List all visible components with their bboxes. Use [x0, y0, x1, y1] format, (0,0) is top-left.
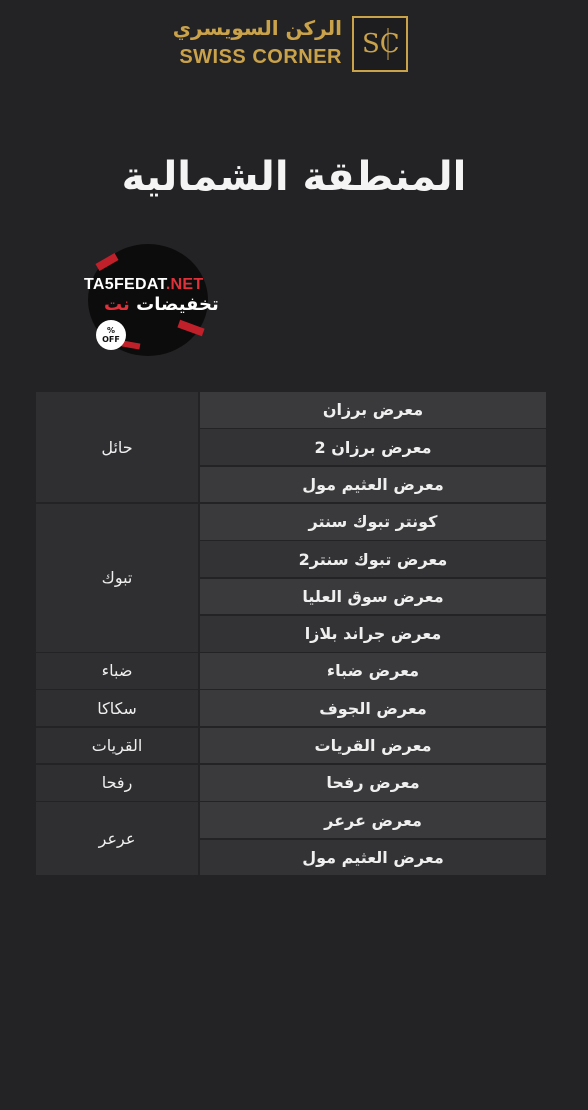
- brand-name-arabic: الركن السويسري: [172, 16, 342, 40]
- region-city: ضباء: [36, 653, 198, 689]
- branch-name: معرض الجوف: [200, 690, 546, 726]
- branch-name: معرض عرعر: [200, 802, 546, 838]
- branch-name: كونتر تبوك سنتر: [200, 504, 546, 540]
- brand-mark-letters: SC: [362, 29, 400, 59]
- brand-name-english: SWISS CORNER: [179, 46, 342, 68]
- branch-name: معرض سوق العليا: [200, 579, 546, 615]
- watermark-arabic-name: تخفيضات نت: [104, 294, 219, 315]
- branch-table: [36, 392, 546, 867]
- branch-name: معرض تبوك سنتر2: [200, 541, 546, 577]
- branch-name: معرض رفحا: [200, 765, 546, 801]
- discount-tag-icon: % OFF: [96, 320, 126, 350]
- region-city: حائل: [36, 392, 198, 502]
- watermark-badge: [82, 238, 219, 362]
- region-city: سكاكا: [36, 690, 198, 726]
- branch-name: معرض برزان: [200, 392, 546, 428]
- branch-name: معرض برزان 2: [200, 429, 546, 465]
- brand-logo: [172, 14, 412, 76]
- branch-name: معرض القريات: [200, 728, 546, 764]
- region-city: عرعر: [36, 802, 198, 875]
- brand-mark-icon: [352, 16, 408, 72]
- branch-name: معرض ضباء: [200, 653, 546, 689]
- branch-name: معرض جراند بلازا: [200, 616, 546, 652]
- region-city: القريات: [36, 728, 198, 764]
- watermark-site-name: TA5FEDAT.NET: [84, 276, 204, 293]
- region-city: رفحا: [36, 765, 198, 801]
- branch-name: معرض العثيم مول: [200, 467, 546, 503]
- page-title: المنطقة الشمالية: [121, 154, 467, 200]
- branch-name: معرض العثيم مول: [200, 840, 546, 876]
- region-city: تبوك: [36, 504, 198, 652]
